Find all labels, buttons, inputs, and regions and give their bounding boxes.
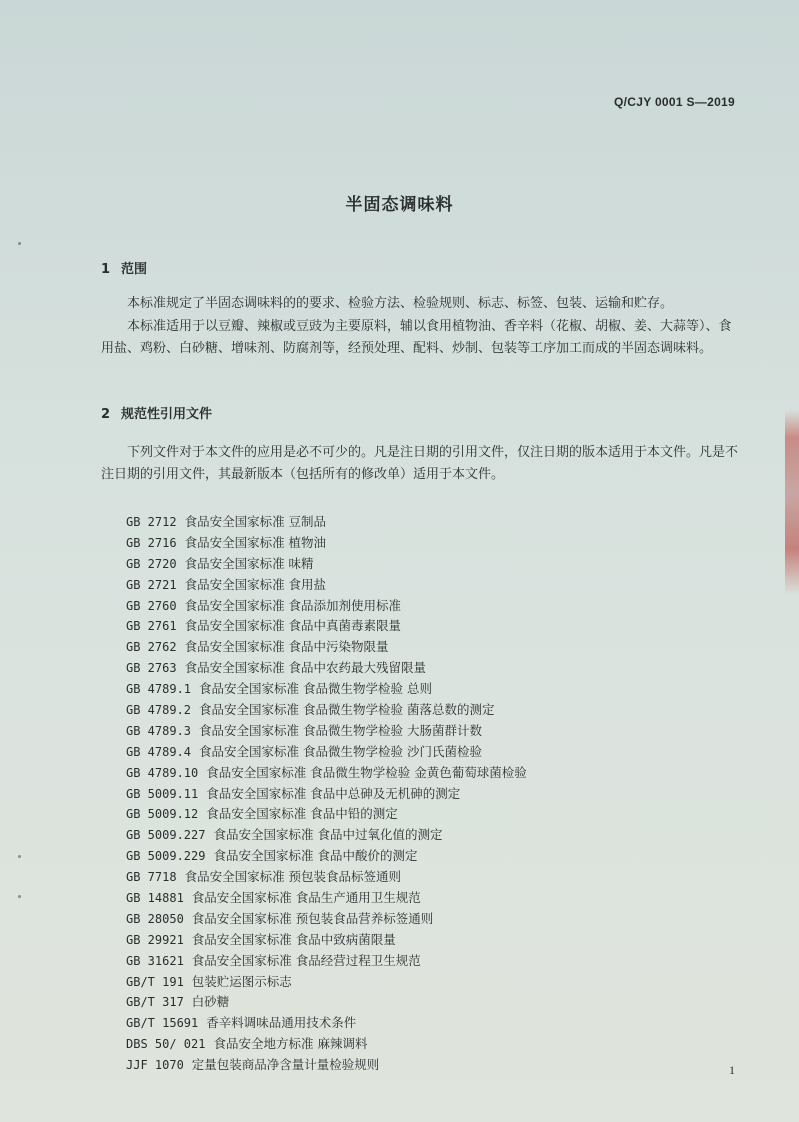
reference-code: GB/T 191 (126, 974, 184, 989)
reference-title: 食品安全国家标准 食品微生物学检验 菌落总数的测定 (199, 702, 495, 718)
reference-code: GB 5009.11 (126, 786, 199, 801)
reference-title: 食品安全国家标准 食品中农药最大残留限量 (184, 660, 427, 676)
reference-code: GB 4789.3 (126, 723, 192, 738)
reference-code: GB 31621 (126, 953, 184, 968)
reference-code: GB 2716 (126, 535, 177, 550)
section-1-paragraph-1: 本标准规定了半固态调味料的的要求、检验方法、检验规则、标志、标签、包装、运输和贮存。 (127, 296, 674, 311)
reference-title: 食品安全国家标准 食品微生物学检验 大肠菌群计数 (199, 722, 482, 738)
reference-item (126, 554, 527, 575)
reference-title: 食品安全国家标准 预包装食品标签通则 (184, 869, 402, 885)
reference-code: DBS 50/ 021 (126, 1037, 206, 1052)
reference-item (126, 951, 527, 972)
reference-title: 食品安全国家标准 食品中酸价的测定 (213, 848, 418, 864)
reference-title: 定量包装商品净含量计量检验规则 (191, 1057, 380, 1073)
reference-code: GB 2763 (126, 661, 177, 676)
reference-item (126, 658, 527, 679)
reference-code: GB 5009.229 (126, 849, 206, 864)
reference-item (126, 930, 527, 951)
reference-list (126, 512, 527, 1076)
reference-code: GB/T 317 (126, 995, 184, 1010)
reference-item (126, 1055, 527, 1076)
reference-item (126, 784, 527, 805)
reference-code: GB/T 15691 (126, 1016, 199, 1031)
reference-title: 食品安全国家标准 豆制品 (184, 514, 327, 529)
reference-item (126, 679, 527, 700)
reference-code: GB 2720 (126, 556, 177, 571)
reference-code: GB 4789.2 (126, 703, 192, 718)
reference-title: 食品安全国家标准 食用盐 (184, 576, 327, 592)
reference-title: 食品安全地方标准 麻辣调料 (213, 1036, 368, 1052)
reference-title: 食品安全国家标准 食品中污染物限量 (184, 639, 389, 655)
reference-title: 食品安全国家标准 食品中过氧化值的测定 (213, 827, 443, 843)
section-1-number: 1 (101, 262, 111, 277)
reference-code: GB 29921 (126, 932, 184, 947)
reference-title: 白砂糖 (191, 994, 230, 1010)
reference-item (126, 742, 527, 763)
reference-title: 食品安全国家标准 味精 (184, 555, 314, 571)
reference-title: 食品安全国家标准 食品微生物学检验 金黄色葡萄球菌检验 (206, 764, 527, 780)
reference-code: GB 2760 (126, 598, 177, 613)
reference-item (126, 763, 527, 784)
reference-title: 食品安全国家标准 食品中铅的测定 (206, 806, 398, 822)
reference-item (126, 512, 527, 533)
reference-code: JJF 1070 (126, 1058, 184, 1073)
reference-item (126, 596, 527, 617)
scan-speck (18, 855, 21, 858)
reference-title: 香辛料调味品通用技术条件 (206, 1015, 357, 1031)
reference-item (126, 1034, 527, 1055)
reference-item (126, 992, 527, 1013)
document-code: Q/CJY 0001 S—2019 (614, 95, 735, 109)
reference-code: GB 28050 (126, 911, 184, 926)
reference-code: GB 7718 (126, 870, 177, 885)
reference-code: GB 2712 (126, 515, 177, 529)
reference-item (126, 616, 527, 637)
reference-item (126, 825, 527, 846)
section-1-heading (101, 258, 147, 277)
reference-title: 食品安全国家标准 食品经营过程卫生规范 (191, 952, 421, 968)
reference-title: 食品安全国家标准 食品中真菌毒素限量 (184, 618, 402, 634)
reference-code: GB 5009.227 (126, 828, 206, 843)
section-1-paragraph-2: 本标准适用于以豆瓣、辣椒或豆豉为主要原料，辅以食用植物油、香辛料（花椒、胡椒、姜、大蒜等）、食用盐、鸡粉、白砂糖、增味剂、防腐剂等，经预处理、配料、炒制、包装等工序加工而成的半固态调味料。 (101, 319, 732, 356)
reference-code: GB 2761 (126, 619, 177, 634)
reference-code: GB 4789.1 (126, 682, 192, 697)
reference-item (126, 804, 527, 825)
reference-title: 食品安全国家标准 食品添加剂使用标准 (184, 597, 402, 613)
seal-stamp-edge (785, 410, 799, 595)
reference-item (126, 700, 527, 721)
document-title: 半固态调味料 (345, 195, 454, 215)
reference-item (126, 972, 527, 993)
reference-title: 食品安全国家标准 食品中总砷及无机砷的测定 (206, 785, 461, 801)
scan-speck (18, 242, 21, 245)
reference-title: 食品安全国家标准 植物油 (184, 534, 327, 550)
reference-item (126, 1013, 527, 1034)
section-1-title: 范围 (121, 262, 148, 277)
section-2-title: 规范性引用文件 (121, 407, 213, 422)
scan-speck (18, 895, 21, 898)
reference-title: 食品安全国家标准 预包装食品营养标签通则 (191, 910, 434, 926)
reference-item (126, 888, 527, 909)
reference-code: GB 4789.4 (126, 744, 192, 759)
section-2-intro: 下列文件对于本文件的应用是必不可少的。凡是注日期的引用文件，仅注日期的版本适用于本文件。凡是不注日期的引用文件，其最新版本（包括所有的修改单）适用于本文件。 (101, 445, 739, 482)
reference-code: GB 2721 (126, 577, 177, 592)
reference-item (126, 721, 527, 742)
reference-item (126, 575, 527, 596)
reference-code: GB 2762 (126, 640, 177, 655)
reference-code: GB 5009.12 (126, 807, 199, 822)
reference-item (126, 533, 527, 554)
reference-item (126, 846, 527, 867)
reference-title: 食品安全国家标准 食品微生物学检验 总则 (199, 681, 432, 697)
reference-title: 食品安全国家标准 食品生产通用卫生规范 (191, 890, 421, 906)
reference-item (126, 909, 527, 930)
reference-item (126, 867, 527, 888)
page-number: 1 (729, 1063, 735, 1077)
reference-title: 包装贮运图示标志 (191, 973, 292, 989)
section-2-number: 2 (101, 407, 111, 422)
reference-title: 食品安全国家标准 食品中致病菌限量 (191, 931, 396, 947)
reference-item (126, 637, 527, 658)
reference-code: GB 4789.10 (126, 765, 199, 780)
reference-code: GB 14881 (126, 891, 184, 906)
section-2-heading (101, 403, 212, 422)
reference-title: 食品安全国家标准 食品微生物学检验 沙门氏菌检验 (199, 743, 482, 759)
